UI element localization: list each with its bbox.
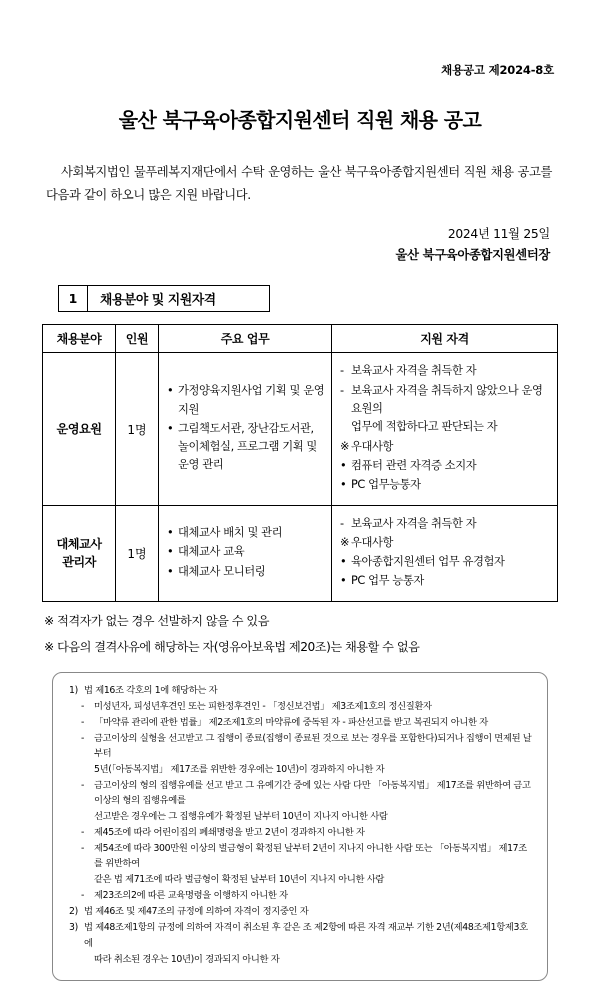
bullet-icon: ※ bbox=[340, 535, 350, 549]
bullet-icon: - bbox=[340, 383, 344, 397]
note-no-qualified: ※ 적격자가 없는 경우 선발하지 않을 수 있음 bbox=[44, 613, 269, 628]
legal-clause: 2) 법 제46조 및 제47조의 규정에 의하여 자격이 정지중인 자 bbox=[67, 904, 533, 919]
legal-clause: - 제23조의2에 따른 교육명령을 이행하지 아니한 자 bbox=[67, 888, 533, 903]
section-number: 1 bbox=[58, 285, 88, 312]
list-item: • 대체교사 배치 및 관리 bbox=[167, 524, 325, 542]
bullet-icon: - bbox=[340, 516, 344, 530]
page-title: 울산 북구육아종합지원센터 직원 채용 공고 bbox=[118, 108, 482, 132]
legal-disqualification-box bbox=[52, 672, 548, 981]
row-count-operations: 1명 bbox=[116, 353, 159, 505]
clause-marker: 2) bbox=[69, 906, 78, 918]
section-title: 채용분야 및 지원자격 bbox=[88, 285, 270, 312]
clause-marker: 1) bbox=[69, 684, 78, 696]
list-item: • 대체교사 모니터링 bbox=[167, 563, 325, 581]
list-item: - 보육교사 자격을 취득한 자 bbox=[340, 362, 551, 380]
row-count-substitute: 1명 bbox=[116, 505, 159, 601]
table-row bbox=[43, 505, 558, 601]
section-header bbox=[58, 285, 270, 312]
clause-marker: - bbox=[81, 890, 85, 902]
bullet-icon: ※ bbox=[340, 439, 350, 453]
legal-clause: 5년(「아동복지법」 제17조를 위반한 경우에는 10년)이 경과하지 아니한 자 bbox=[94, 764, 385, 775]
list-item: ※ 우대사항 bbox=[340, 534, 551, 552]
clause-marker: - bbox=[81, 843, 85, 855]
row-duties-substitute bbox=[159, 505, 332, 601]
clause-marker: - bbox=[81, 716, 85, 728]
column-header-field: 채용분야 bbox=[43, 325, 116, 353]
clause-marker: - bbox=[81, 732, 85, 744]
table-header-row bbox=[43, 325, 558, 353]
bullet-icon: - bbox=[340, 364, 344, 378]
legal-clause: 같은 법 제71조에 따라 벌금형이 확정된 날부터 10년이 지나지 아니한 사람 bbox=[94, 874, 384, 886]
list-item: • 가정양육지원사업 기획 및 운영지원 bbox=[167, 384, 325, 416]
bullet-icon: • bbox=[167, 564, 174, 578]
table-row bbox=[43, 353, 558, 505]
clause-marker: - bbox=[81, 780, 85, 792]
clause-marker: 3) bbox=[69, 922, 78, 934]
row-qualifications-operations bbox=[332, 353, 558, 505]
legal-clause: - 금고이상의 형의 집행유예를 선고 받고 그 유예기간 중에 있는 사람 다만 「아동복지법」 제17조를 위반하여 금고 이상의 형의 집행유예를 bbox=[81, 780, 531, 807]
bullet-icon: • bbox=[167, 421, 174, 435]
legal-clause: - 제45조에 따라 어린이집의 폐쇄명령을 받고 2년이 경과하지 아니한 자 bbox=[67, 825, 533, 840]
list-item: • 육아종합지원센터 업무 유경험자 bbox=[340, 553, 551, 571]
list-item: - 보육교사 자격을 취득하지 않았으나 운영요원의 업무에 적합하다고 판단되는 자 bbox=[340, 383, 543, 434]
bullet-icon: • bbox=[340, 555, 347, 569]
recruitment-table bbox=[42, 324, 558, 601]
legal-clause: - 「마약류 관리에 관한 법률」 제2조제1호의 마약류에 중독된 자 - 파산선고를 받고 복권되지 아니한 자 bbox=[67, 715, 533, 730]
column-header-duties: 주요 업무 bbox=[159, 325, 332, 353]
list-item: • 그림책도서관, 장난감도서관, 놀이체험실, 프로그램 기획 및 운영 관리 bbox=[167, 421, 317, 472]
row-qualifications-substitute bbox=[332, 505, 558, 601]
clause-marker: - bbox=[81, 827, 85, 839]
list-item: • PC 업무능통자 bbox=[340, 476, 551, 494]
legal-clause: 선고받은 경우에는 그 집행유예가 확정된 날부터 10년이 지나지 아니한 사람 bbox=[94, 811, 388, 823]
list-item: ※ 우대사항 bbox=[340, 438, 551, 456]
row-duties-operations bbox=[159, 353, 332, 505]
note-disqualification: ※ 다음의 결격사유에 해당하는 자(영유아보육법 제20조)는 채용할 수 없음 bbox=[44, 640, 420, 655]
bullet-icon: • bbox=[340, 574, 347, 588]
bullet-icon: • bbox=[167, 384, 174, 398]
column-header-qualifications: 지원 자격 bbox=[332, 325, 558, 353]
legal-clause: 1) 법 제16조 각호의 1에 해당하는 자 bbox=[67, 683, 533, 698]
intro-paragraph: 사회복지법인 물푸레복지재단에서 수탁 운영하는 울산 북구육아종합지원센터 직원 채용 공고를 다음과 같이 하오니 많은 지원 바랍니다. bbox=[46, 165, 552, 202]
list-item: • 대체교사 교육 bbox=[167, 543, 325, 561]
list-item: • 컴퓨터 관련 자격증 소지자 bbox=[340, 457, 551, 475]
bullet-icon: • bbox=[167, 526, 174, 540]
bullet-icon: • bbox=[340, 458, 347, 472]
announcement-date: 2024년 11월 25일 bbox=[447, 227, 550, 242]
list-item: • PC 업무 능통자 bbox=[340, 572, 551, 590]
bullet-icon: • bbox=[167, 545, 174, 559]
document-number: 채용공고 제2024-8호 bbox=[441, 63, 554, 77]
legal-clause: - 금고이상의 실형을 선고받고 그 집행이 종료(집행이 종료된 것으로 보는 경우를 포함한다)되거나 집행이 면제된 날부터 bbox=[81, 732, 532, 759]
list-item: - 보육교사 자격을 취득한 자 bbox=[340, 515, 551, 533]
legal-clause: - 제54조에 따라 300만원 이상의 벌금형이 확정된 날부터 2년이 지나지 아니한 사람 또는 「아동복지법」 제17조를 위반하여 bbox=[81, 843, 527, 870]
bullet-icon: • bbox=[340, 478, 347, 492]
row-field-substitute: 대체교사 관리자 bbox=[43, 505, 116, 601]
row-field-operations: 운영요원 bbox=[43, 353, 116, 505]
clause-marker: - bbox=[81, 700, 85, 712]
legal-clause: 따라 취소된 경우는 10년)이 경과되지 아니한 자 bbox=[94, 953, 280, 965]
legal-clause: - 미성년자, 피성년후견인 또는 피한정후견인 - 「정신보건법」 제3조제1호의 정신질환자 bbox=[67, 699, 533, 714]
issuing-organization: 울산 북구육아종합지원센터장 bbox=[395, 248, 550, 263]
column-header-count: 인원 bbox=[116, 325, 159, 353]
legal-clause: 3) 법 제48조제1항의 규정에 의하여 자격이 취소된 후 같은 조 제2항에 따른 자격 재교부 기한 2년(제48조제1항제3호에 bbox=[69, 922, 528, 949]
